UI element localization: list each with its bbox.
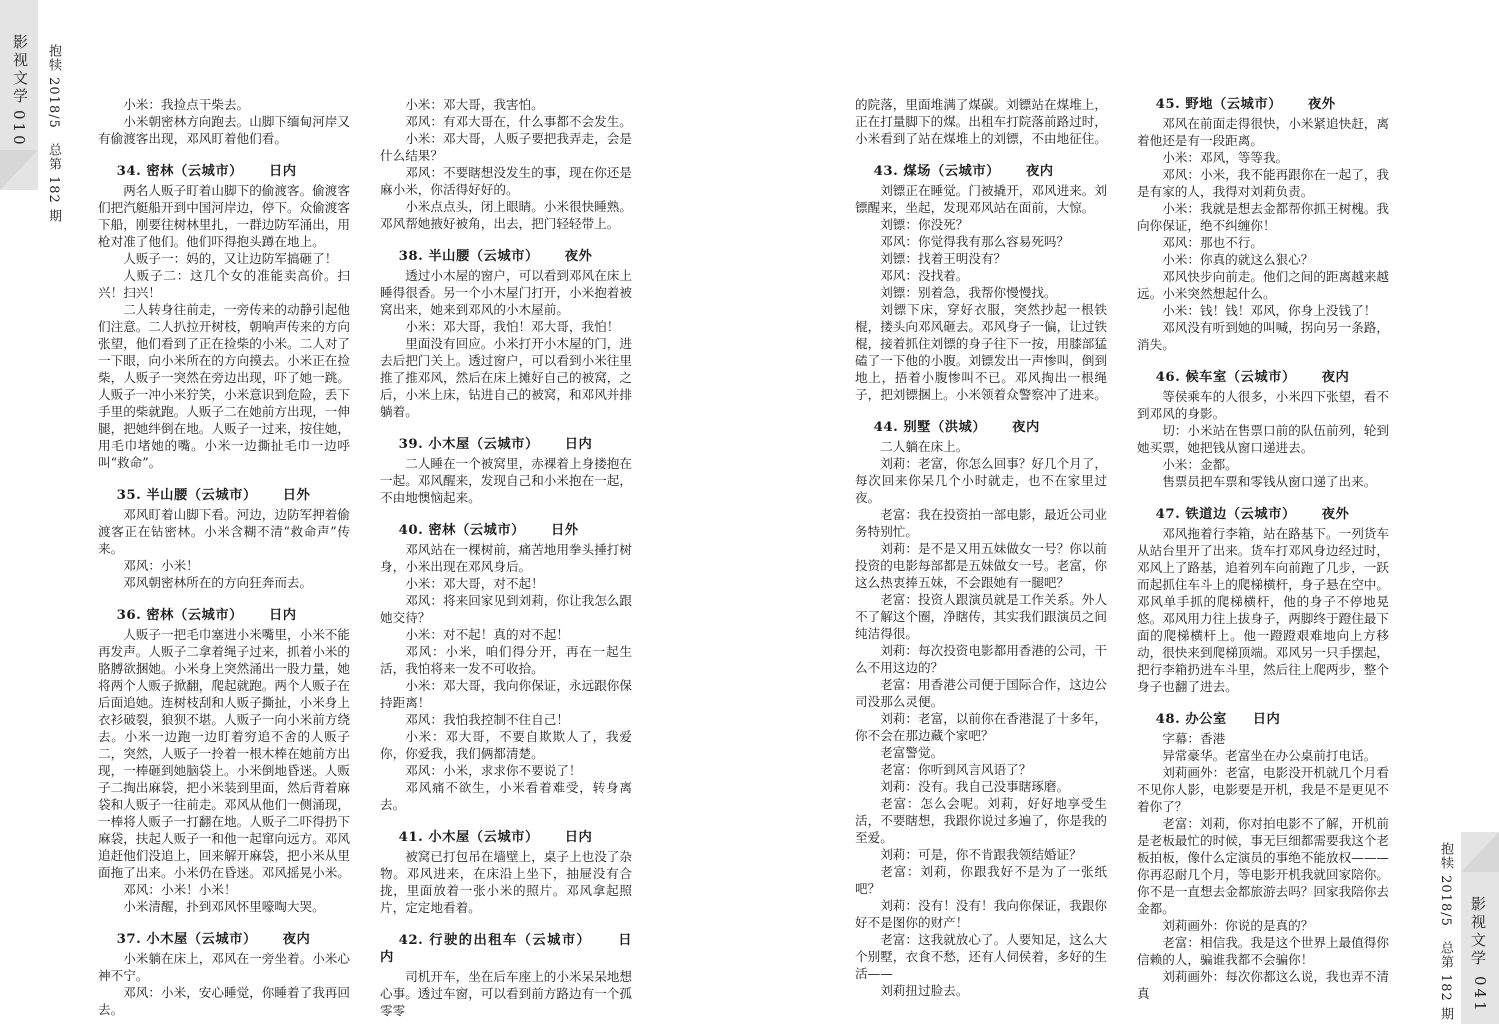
script-paragraph: 老富：用香港公司便于国际合作，这边公司没那么灵便。 <box>855 677 1107 709</box>
scene-location: 44. 别墅（洪城） <box>873 420 987 435</box>
script-paragraph: 被窝已打包吊在墙壁上，桌子上也没了杂物。邓风进来，在床沿上坐下，抽屉没有合拢，里面放着一张小米的照片。邓风拿起照片，定定地看着。 <box>380 849 632 915</box>
script-paragraph: 老富：刘莉，你对拍电影不了解，开机前是老板最忙的时候，事无巨细都需要我这个老板拍板，像什么定演员的事绝不能放权———你再忍耐几个月，等电影开机我就回家陪你。你不是一直想去金都旅游去吗？回家我陪你去金都。 <box>1137 816 1389 916</box>
scene-heading <box>380 522 632 539</box>
script-paragraph: 邓风朝密林所在的方向狂奔而去。 <box>123 575 313 590</box>
script-paragraph: 小米：邓风，等等我。 <box>1162 150 1289 165</box>
script-paragraph: 邓风在前面走得很快，小米紧追快赶，离着他还是有一段距离。 <box>1137 116 1389 148</box>
right-page-number: 041 <box>1471 976 1489 1014</box>
scene-heading <box>98 487 350 504</box>
scene-heading <box>98 607 350 624</box>
script-paragraph: 小米：邓大哥，人贩子要把我弄走，会是什么结果？ <box>380 131 632 163</box>
script-paragraph: 老富：怎么会呢。刘莉，好好地享受生活，不要瞎想，我跟你说过多遍了，你是我的至爱。 <box>855 796 1107 845</box>
script-paragraph: 小米：金都。 <box>1162 457 1238 472</box>
scene-heading <box>855 419 1107 436</box>
script-paragraph: 刘莉：可是，你不肯跟我领结婚证？ <box>880 847 1082 862</box>
script-paragraph: 邓风：小米，我不能再跟你在一起了，我是有家的人，我得对刘莉负责。 <box>1137 167 1389 199</box>
left-page-number: 010 <box>10 110 28 148</box>
script-paragraph: 小米朝密林方向跑去。山脚下缅甸河岸又有偷渡客出现，邓风盯着他们看。 <box>98 114 350 146</box>
left-corner-tab <box>0 150 38 190</box>
script-paragraph: 小米：邓大哥，对不起！ <box>405 576 544 591</box>
scene-time: 日内 <box>1252 712 1281 727</box>
scene-location: 35. 半山腰（云城市） <box>116 488 257 503</box>
script-paragraph: 老富：这我就放心了。人要知足，这么大个别墅，衣食不愁，还有人伺侯着，多好的生活—— <box>855 932 1107 981</box>
scene-time: 日内 <box>564 830 593 845</box>
script-paragraph: 邓风痛不欲生，小米看着难受，转身离去。 <box>380 780 632 812</box>
script-paragraph: 刘莉：是不是又用五妹做女一号？你以前投资的电影每部都是五妹做女一号。老富，你这么热衷捧五妹，不会跟她有一腿吧？ <box>855 541 1107 590</box>
script-paragraph: 里面没有回应。小米打开小木屋的门，进去后把门关上。透过窗户，可以看到小米往里推了推邓风，然后在床上摊好自己的被窝，之后，小米上床，钻进自己的被窝，和邓风并排躺着。 <box>380 336 632 419</box>
script-paragraph: 邓风快步向前走。他们之间的距离越来越远。小米突然想起什么。 <box>1137 269 1389 301</box>
script-paragraph: 二人转身往前走，一旁传来的动静引起他们注意。二人扒拉开树枝，朝响声传来的方向张望，他们看到了正在捡柴的小米。二人对了一下眼，向小米所在的方向摸去。小米正在捡柴，人贩子一突然在旁边出现，吓了她一跳。人贩子一冲小米狞笑，小米意识到危险，丢下手里的柴就跑。人贩子二在她前方出现，一伸腿，把她绊倒在地。人贩子一过来，按住她，用毛巾堵她的嘴。小米一边撕扯毛巾一边呼叫“救命”。 <box>98 302 350 470</box>
scene-location: 34. 密林（云城市） <box>116 164 243 179</box>
script-paragraph: 小米：你真的就这么狠心？ <box>1162 252 1314 267</box>
script-paragraph: 刘镖正在睡觉。门被撬开，邓风进来。刘镖醒来，坐起，发现邓风站在面前，大惊。 <box>855 183 1107 215</box>
script-paragraph: 邓风：小米，咱们得分开，再在一起生活，我怕将来一发不可收拾。 <box>380 644 632 676</box>
script-paragraph: 小米：对不起！真的对不起！ <box>405 627 569 642</box>
scene-heading <box>855 163 1107 180</box>
script-paragraph: 邓风盯着山脚下看。河边，边防军押着偷渡客正在钻密林。小米含糊不清“救命声”传来。 <box>98 507 350 556</box>
script-paragraph: 刘莉画外：你说的是真的？ <box>1162 918 1314 933</box>
script-paragraph: 小米：邓大哥，我怕！邓大哥，我怕！ <box>405 319 620 334</box>
script-paragraph: 邓风：小米，求求你不要说了！ <box>405 763 582 778</box>
script-paragraph: 老富：刘莉，你跟我好不是为了一张纸吧？ <box>855 864 1107 896</box>
script-paragraph: 邓风：没找着。 <box>880 268 969 283</box>
scene-heading <box>1137 96 1389 113</box>
text-column-3 <box>855 96 1107 999</box>
scene-location: 37. 小木屋（云城市） <box>116 932 257 947</box>
scene-location: 46. 候车室（云城市） <box>1155 370 1296 385</box>
scene-time: 日内 <box>380 933 633 965</box>
script-paragraph: 邓风：你觉得我有那么容易死吗？ <box>880 234 1070 249</box>
script-paragraph: 小米躺在床上，邓风在一旁坐着。小米心神不宁。 <box>98 951 350 983</box>
script-paragraph: 小米：我捡点干柴去。 <box>123 97 250 112</box>
script-paragraph: 小米：邓大哥，不要自欺欺人了，我爱你，你爱我，我们俩都清楚。 <box>380 729 632 761</box>
scene-location: 40. 密林（云城市） <box>398 523 525 538</box>
script-paragraph: 人贩子一把毛巾塞进小米嘴里，小米不能再发声。人贩子二拿着绳子过来，抓着小米的胳膊欲捆她。小米身上突然涌出一股力量，她将两个人贩子掀翻，爬起就跑。两个人贩子在后面追她。连树枝刮和人贩子撕扯，小米身上衣衫破裂，狼狈不堪。人贩子一向小米前方绕去。小米一边跑一边盯着穷追不舍的人贩子二，突然，人贩子一拎着一根木棒在她前方出现，一棒砸到她脑袋上。小米倒地昏迷。人贩子二掏出麻袋，把小米装到里面，然后背着麻袋和人贩子一往前走。邓风从他们一侧涌现，一棒将人贩子一打翻在地。人贩子二吓得扔下麻袋，扶起人贩子一和他一起窜向远方。邓风追赶他们没追上，回来解开麻袋，把小米从里面拖了出来。小米仍在昏迷。邓风摇晃小米。 <box>98 627 350 880</box>
right-corner-tab <box>1461 832 1499 872</box>
script-paragraph: 老富：投资人跟演员就是工作关系。外人不了解这个圈，净瞎传，其实我们跟演员之间纯洁得很。 <box>855 592 1107 641</box>
script-paragraph: 二人睡在一个被窝里，赤裸着上身搂抱在一起。邓风醒来，发现自己和小米抱在一起，不由地懊恼起来。 <box>380 456 632 505</box>
scene-heading <box>380 436 632 453</box>
scene-heading <box>98 163 350 180</box>
script-paragraph: 小米：钱！钱！邓风，你身上没钱了！ <box>1162 303 1377 318</box>
script-paragraph: 等侯乘车的人很多，小米四下张望，看不到邓风的身影。 <box>1137 389 1389 421</box>
script-paragraph: 邓风：有邓大哥在，什么事都不会发生。 <box>405 114 632 129</box>
scene-time: 日内 <box>268 608 297 623</box>
script-paragraph: 刘莉：老富，以前你在香港混了十多年，你不会在那边藏个家吧？ <box>855 711 1107 743</box>
left-issue-info: 抱犊 2018/5 总第 182 期 <box>46 44 61 223</box>
script-paragraph: 透过小木屋的窗户，可以看到邓风在床上睡得很香。另一个小木屋门打开，小米抱着被窝出来，她来到邓风的小木屋前。 <box>380 268 632 317</box>
scene-heading <box>380 248 632 265</box>
scene-location: 42. 行驶的出租车（云城市） <box>398 933 592 948</box>
script-paragraph: 售票员把车票和零钱从窗口递了出来。 <box>1162 474 1377 489</box>
script-paragraph: 老富：你听到风言风语了？ <box>880 762 1032 777</box>
scene-time: 夜外 <box>564 249 593 264</box>
scene-time: 夜外 <box>1307 97 1336 112</box>
left-journal-title: 影视文学 <box>11 34 29 106</box>
scene-heading <box>1137 506 1389 523</box>
scene-time: 夜内 <box>282 932 311 947</box>
scene-time: 夜外 <box>1321 507 1350 522</box>
script-paragraph: 两名人贩子盯着山脚下的偷渡客。偷渡客们把汽艇船开到中国河岸边，停下。众偷渡客下船，刚要往树林里扎，一群边防军涌出，用枪对准了他们。他们吓得抱头蹲在地上。 <box>98 183 350 249</box>
script-paragraph: 邓风：小米！小米！ <box>123 882 237 897</box>
script-paragraph: 邓风：将来回家见到刘莉，你让我怎么跟她交待？ <box>380 593 632 625</box>
script-paragraph: 邓风：小米！ <box>123 558 199 573</box>
script-paragraph: 刘莉画外：每次你都这么说，我也弄不清真 <box>1137 969 1389 1001</box>
script-paragraph: 刘莉：没有！没有！我向你保证，我跟你好不是图你的财产！ <box>855 898 1107 930</box>
script-paragraph: 刘镖下床，穿好衣服，突然抄起一根铁棍，搂头向邓风砸去。邓风身子一偏，让过铁棍，接着抓住刘镖的身子往下一按，用膝部猛磕了一下他的小腹。刘镖发出一声惨叫，倒到地上，捂着小腹惨叫不已。邓风掏出一根绳子，把刘镖捆上。小米领着众警察冲了进来。 <box>855 302 1107 402</box>
script-paragraph: 的院落，里面堆满了煤碳。刘镖站在煤堆上，正在打量脚下的煤。出租车打院落前路过时，小米看到了站在煤堆上的刘镖，不由地征住。 <box>855 97 1107 146</box>
script-paragraph: 异常豪华。老富坐在办公桌前打电话。 <box>1162 748 1377 763</box>
text-column-4 <box>1137 96 1389 1002</box>
scene-heading <box>1137 369 1389 386</box>
script-paragraph: 刘镖：别着急，我帮你慢慢找。 <box>880 285 1057 300</box>
script-paragraph: 老富警觉。 <box>880 745 944 760</box>
scene-time: 日内 <box>564 437 593 452</box>
scene-location: 38. 半山腰（云城市） <box>398 249 539 264</box>
script-paragraph: 邓风：不要瞎想没发生的事，现在你还是麻小米，你活得好好的。 <box>380 165 632 197</box>
text-column-1 <box>98 96 350 1018</box>
scene-heading <box>380 932 632 966</box>
script-paragraph: 邓风：那也不行。 <box>1162 235 1263 250</box>
scene-location: 47. 铁道边（云城市） <box>1155 507 1296 522</box>
script-paragraph: 刘莉：没有。我自己没事瞎琢磨。 <box>880 779 1070 794</box>
scene-time: 日内 <box>268 164 297 179</box>
script-paragraph: 人贩子二：这几个女的准能卖高价。扫兴！扫兴！ <box>98 268 350 300</box>
script-paragraph: 司机开车，坐在后车座上的小米呆呆地想心事。透过车窗，可以看到前方路边有一个孤零零 <box>380 969 632 1018</box>
script-paragraph: 字幕：香港 <box>1162 731 1226 746</box>
text-column-2 <box>380 96 632 1019</box>
script-paragraph: 小米点点头，闭上眼睛。小米很快睡熟。邓风帮她掖好被角，出去，把门轻轻带上。 <box>380 199 632 231</box>
scene-location: 48. 办公室 <box>1155 712 1227 727</box>
scene-time: 日外 <box>550 523 579 538</box>
script-paragraph: 切：小米站在售票口前的队伍前列，轮到她买票，她把钱从窗口递进去。 <box>1137 423 1389 455</box>
script-paragraph: 小米：邓大哥，我害怕。 <box>405 97 544 112</box>
script-paragraph: 刘镖：你没死？ <box>880 217 969 232</box>
script-paragraph: 邓风：小米，安心睡觉，你睡着了我再回去。 <box>98 985 350 1017</box>
script-paragraph: 小米：邓大哥，我向你保证，永远跟你保持距离！ <box>380 678 632 710</box>
scene-location: 39. 小木屋（云城市） <box>398 437 539 452</box>
script-paragraph: 老富：相信我。我是这个世界上最值得你信赖的人，骗谁我都不会骗你！ <box>1137 935 1389 967</box>
script-paragraph: 邓风拖着行李箱，站在路基下。一列货车从站台里开了出来。货车打邓风身边经过时，邓风上了路基，追着列车向前跑了几步，一跃而起抓住车斗上的爬梯横杆，身子悬在空中。邓风单手抓的爬梯横杆，他的身子不停地晃悠。邓风用力往上拔身子，两脚终于蹬住最下面的爬梯横杆上。他一蹬蹬艰难地向上方移动，很快来到爬梯顶端。邓风另一只手摆起，把行李箱扔进车斗里，然后往上爬两步，整个身子也翻了进去。 <box>1137 526 1389 694</box>
scene-time: 夜内 <box>1025 164 1054 179</box>
script-paragraph: 小米：我就是想去金都帮你抓王树槐。我向你保证，绝不纠缠你！ <box>1137 201 1389 233</box>
script-paragraph: 人贩子一：妈的，又让边防军搞砸了！ <box>123 251 338 266</box>
right-issue-info: 抱犊 2018/5 总第 182 期 <box>1438 842 1453 1021</box>
script-paragraph: 刘镖：找着王明没有？ <box>880 251 1007 266</box>
script-paragraph: 老富：我在投资拍一部电影，最近公司业务特别忙。 <box>855 507 1107 539</box>
scene-time: 夜内 <box>1012 420 1040 435</box>
script-paragraph: 二人躺在床上。 <box>880 439 969 454</box>
scene-heading <box>98 931 350 948</box>
scene-location: 41. 小木屋（云城市） <box>398 830 539 845</box>
scene-time: 夜内 <box>1321 370 1350 385</box>
scene-location: 45. 野地（云城市） <box>1155 97 1282 112</box>
scene-time: 日外 <box>282 488 311 503</box>
script-paragraph: 邓风站在一棵树前，痛苦地用拳头捶打树身，小米出现在邓风身后。 <box>380 542 632 574</box>
scene-location: 36. 密林（云城市） <box>116 608 243 623</box>
script-paragraph: 邓风没有听到她的叫喊，拐向另一条路，消失。 <box>1137 320 1389 352</box>
script-paragraph: 刘莉：老富，你怎么回事？好几个月了，每次回来你呆几个小时就走，也不在家里过夜。 <box>855 456 1107 505</box>
script-paragraph: 刘莉扭过脸去。 <box>880 983 969 998</box>
scene-heading <box>380 829 632 846</box>
script-paragraph: 刘莉：每次投资电影都用香港的公司，干么不用这边的？ <box>855 643 1107 675</box>
script-paragraph: 小米清醒，扑到邓风怀里嚎啕大哭。 <box>123 899 325 914</box>
script-paragraph: 邓风：我怕我控制不住自己！ <box>405 712 569 727</box>
scene-location: 43. 煤场（云城市） <box>873 164 1000 179</box>
right-journal-title: 影视文学 <box>1469 896 1487 968</box>
scene-heading <box>1137 711 1389 728</box>
script-paragraph: 刘莉画外：老富，电影没开机就几个月看不见你人影，电影要是开机，我是不是更见不着你了？ <box>1137 765 1389 814</box>
